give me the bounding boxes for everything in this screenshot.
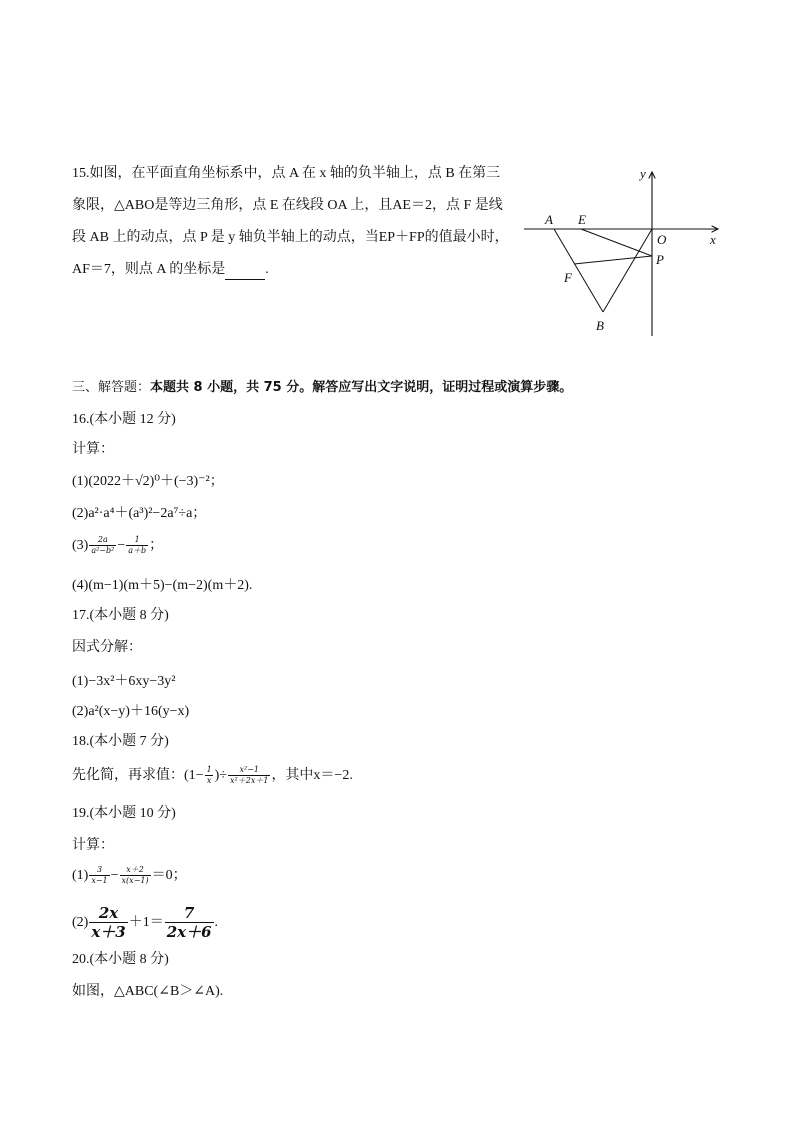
fraction-numerator: 1 xyxy=(206,765,212,775)
label-p: P xyxy=(656,252,664,267)
q19-part-2-end: . xyxy=(214,915,219,930)
fraction-denominator: 2x＋6 xyxy=(166,923,212,942)
q18-text-suffix: ，其中x＝−2. xyxy=(271,768,353,783)
fraction-denominator: x²＋2x＋1 xyxy=(230,776,269,786)
q15-line-4-end: . xyxy=(265,262,269,277)
q15-line-4 xyxy=(72,260,269,280)
fraction-denominator: x−1 xyxy=(91,876,108,886)
fraction xyxy=(205,765,214,786)
fraction xyxy=(126,535,148,556)
label-y: y xyxy=(640,166,646,181)
q18-text-prefix: 先化简，再求值：(1− xyxy=(72,768,204,783)
q19-part-1 xyxy=(72,862,187,890)
q18-title: 18.(本小题 7 分) xyxy=(72,734,169,749)
q19-part-2-mid: ＋1＝ xyxy=(128,915,164,930)
fraction xyxy=(89,904,127,941)
label-b: B xyxy=(596,318,604,333)
q16-instruction: 计算： xyxy=(72,442,114,457)
q18-text-mid: )÷ xyxy=(214,768,228,783)
fraction-denominator: a＋b xyxy=(128,546,147,556)
q16-part-4: (4)(m−1)(m＋5)−(m−2)(m＋2). xyxy=(72,578,253,593)
q20-text: 如图，△ABC(∠B＞∠A). xyxy=(72,984,224,999)
q15-line-2: 象限，△ABO是等边三角形，点 E 在线段 OA 上，且AE＝2，点 F 是线 xyxy=(72,198,503,213)
fraction-denominator: x xyxy=(206,776,212,786)
q17-part-2: (2)a²(x−y)＋16(y−x) xyxy=(72,704,190,719)
fraction-numerator: 3 xyxy=(96,865,103,875)
section-header xyxy=(72,378,572,398)
label-a: A xyxy=(545,212,553,227)
answer-blank xyxy=(225,265,265,280)
q15-line-3: 段 AB 上的动点，点 P 是 y 轴负半轴上的动点，当EP＋FP的值最小时， xyxy=(72,230,509,245)
q17-part-1: (1)−3x²＋6xy−3y² xyxy=(72,674,176,689)
section-header-bold: 本题共 8 小题，共 75 分。解答应写出文字说明，证明过程或演算步骤。 xyxy=(150,380,573,395)
q15-line-4-text: AF＝7，则点 A 的坐标是 xyxy=(72,262,226,277)
fraction xyxy=(89,535,116,556)
fraction-numerator: x＋2 xyxy=(126,865,144,875)
fraction-numerator: x²−1 xyxy=(239,765,259,775)
segment-bo xyxy=(603,229,652,312)
q16-part-3-end: ； xyxy=(149,538,164,553)
q19-title: 19.(本小题 10 分) xyxy=(72,806,176,821)
fraction-denominator: a²−b² xyxy=(91,546,115,556)
minus-sign: − xyxy=(110,868,119,883)
q16-part-1: (1)(2022＋√2)⁰＋(−3)⁻²； xyxy=(72,474,224,489)
q19-part-1-label: (1) xyxy=(72,868,89,883)
q16-part-3-label: (3) xyxy=(72,538,89,553)
fraction-denominator: x(x−1) xyxy=(121,876,149,886)
q16-title: 16.(本小题 12 分) xyxy=(72,412,176,427)
q19-instruction: 计算： xyxy=(72,838,114,853)
fraction-numerator: 1 xyxy=(134,535,140,545)
fraction-denominator: x＋3 xyxy=(91,923,126,942)
q18-expression xyxy=(72,762,353,790)
fraction-numerator: 2x xyxy=(98,904,119,923)
segment-ab xyxy=(554,229,603,312)
minus-sign: − xyxy=(117,538,126,553)
fraction xyxy=(120,865,151,886)
label-x: x xyxy=(710,232,716,247)
fraction xyxy=(228,765,270,786)
label-e: E xyxy=(578,212,586,227)
q17-instruction: 因式分解： xyxy=(72,640,142,655)
fraction-numerator: 2a xyxy=(97,535,108,545)
q16-part-2: (2)a²·a⁴＋(a³)²−2a⁷÷a； xyxy=(72,506,207,521)
q16-part-3 xyxy=(72,532,163,560)
q19-part-1-end: ＝0； xyxy=(151,868,187,883)
segment-ep xyxy=(581,229,652,256)
fraction-numerator: 7 xyxy=(183,904,195,923)
section-header-prefix: 三、解答题： xyxy=(72,380,151,395)
q17-title: 17.(本小题 8 分) xyxy=(72,608,169,623)
q20-title: 20.(本小题 8 分) xyxy=(72,952,169,967)
q15-line-1: 15.如图，在平面直角坐标系中，点 A 在 x 轴的负半轴上，点 B 在第三 xyxy=(72,166,501,181)
fraction xyxy=(165,904,214,941)
label-o: O xyxy=(657,232,667,247)
geometry-figure xyxy=(518,160,728,342)
label-f: F xyxy=(564,270,572,285)
q19-part-2-label: (2) xyxy=(72,915,89,930)
fraction xyxy=(89,865,109,886)
segment-fp xyxy=(574,256,652,264)
q19-part-2 xyxy=(72,900,218,946)
